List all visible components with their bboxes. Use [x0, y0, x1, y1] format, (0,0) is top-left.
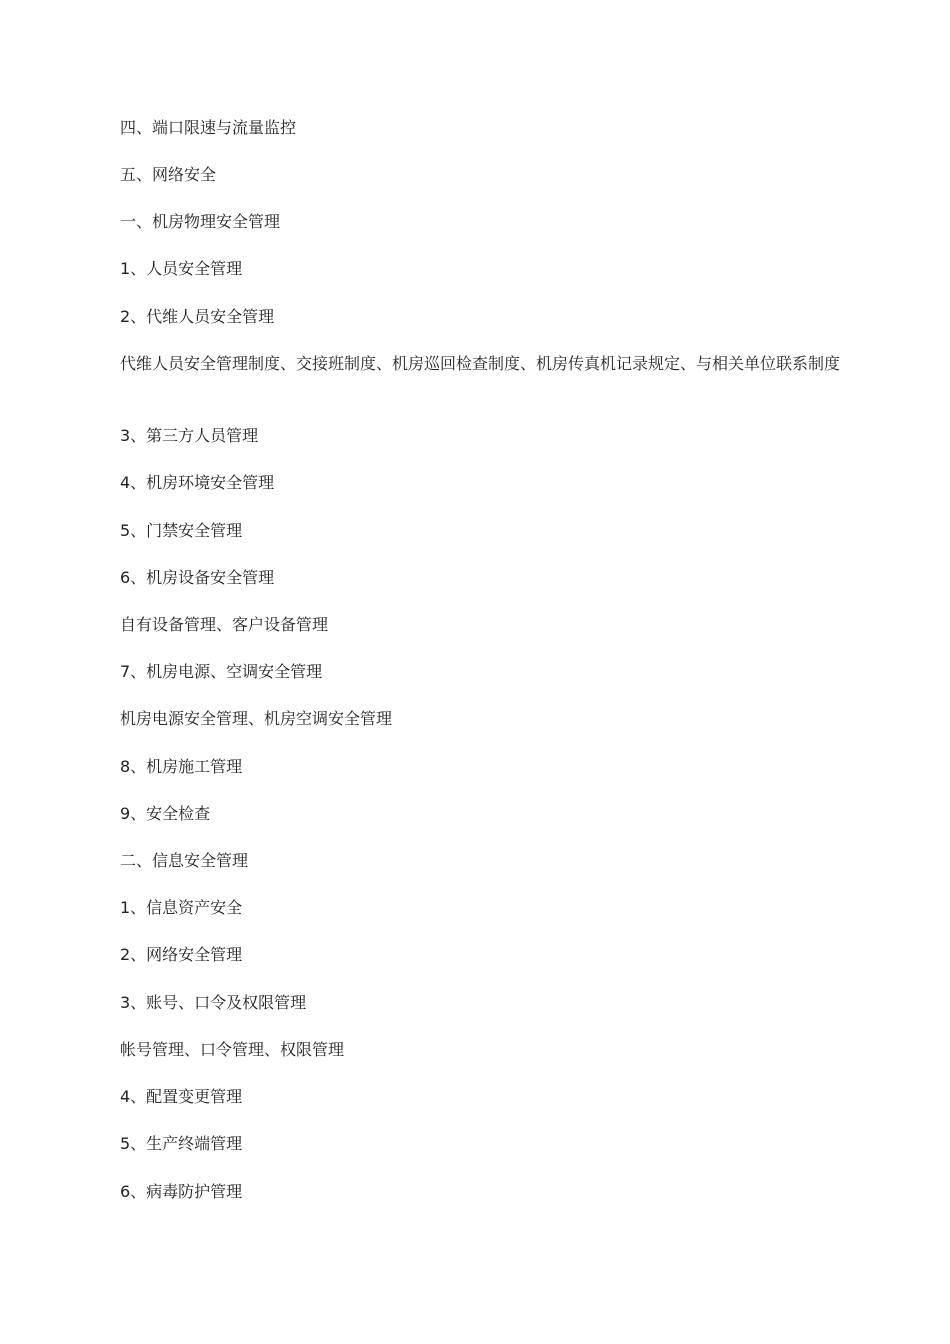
item-account-password: 3、账号、口令及权限管理: [120, 993, 307, 1012]
item-third-party: 3、第三方人员管理: [120, 426, 259, 445]
heading-information-security: 二、信息安全管理: [120, 851, 249, 870]
paragraph-maintenance-rules: 代维人员安全管理制度、交接班制度、机房巡回检查制度、机房传真机记录规定、与相关单位联系制度: [120, 354, 841, 373]
item-environment-security: 4、机房环境安全管理: [120, 473, 275, 492]
heading-physical-security: 一、机房物理安全管理: [120, 212, 281, 231]
item-virus-protection: 6、病毒防护管理: [120, 1182, 243, 1201]
item-network-security-management: 2、网络安全管理: [120, 945, 243, 964]
text-equipment-management: 自有设备管理、客户设备管理: [120, 615, 329, 634]
heading-network-security: 五、网络安全: [120, 165, 217, 184]
item-construction-management: 8、机房施工管理: [120, 757, 243, 776]
item-access-control: 5、门禁安全管理: [120, 521, 243, 540]
text-power-ac-management: 机房电源安全管理、机房空调安全管理: [120, 709, 393, 728]
item-equipment-security: 6、机房设备安全管理: [120, 568, 275, 587]
item-information-assets: 1、信息资产安全: [120, 898, 243, 917]
item-power-ac-security: 7、机房电源、空调安全管理: [120, 662, 323, 681]
item-production-terminal: 5、生产终端管理: [120, 1134, 243, 1153]
item-security-inspection: 9、安全检查: [120, 804, 211, 823]
item-maintenance-personnel: 2、代维人员安全管理: [120, 307, 275, 326]
text-account-management: 帐号管理、口令管理、权限管理: [120, 1040, 345, 1059]
item-config-change: 4、配置变更管理: [120, 1087, 243, 1106]
heading-port-rate-limit: 四、端口限速与流量监控: [120, 118, 297, 137]
item-personnel-security: 1、人员安全管理: [120, 259, 243, 278]
